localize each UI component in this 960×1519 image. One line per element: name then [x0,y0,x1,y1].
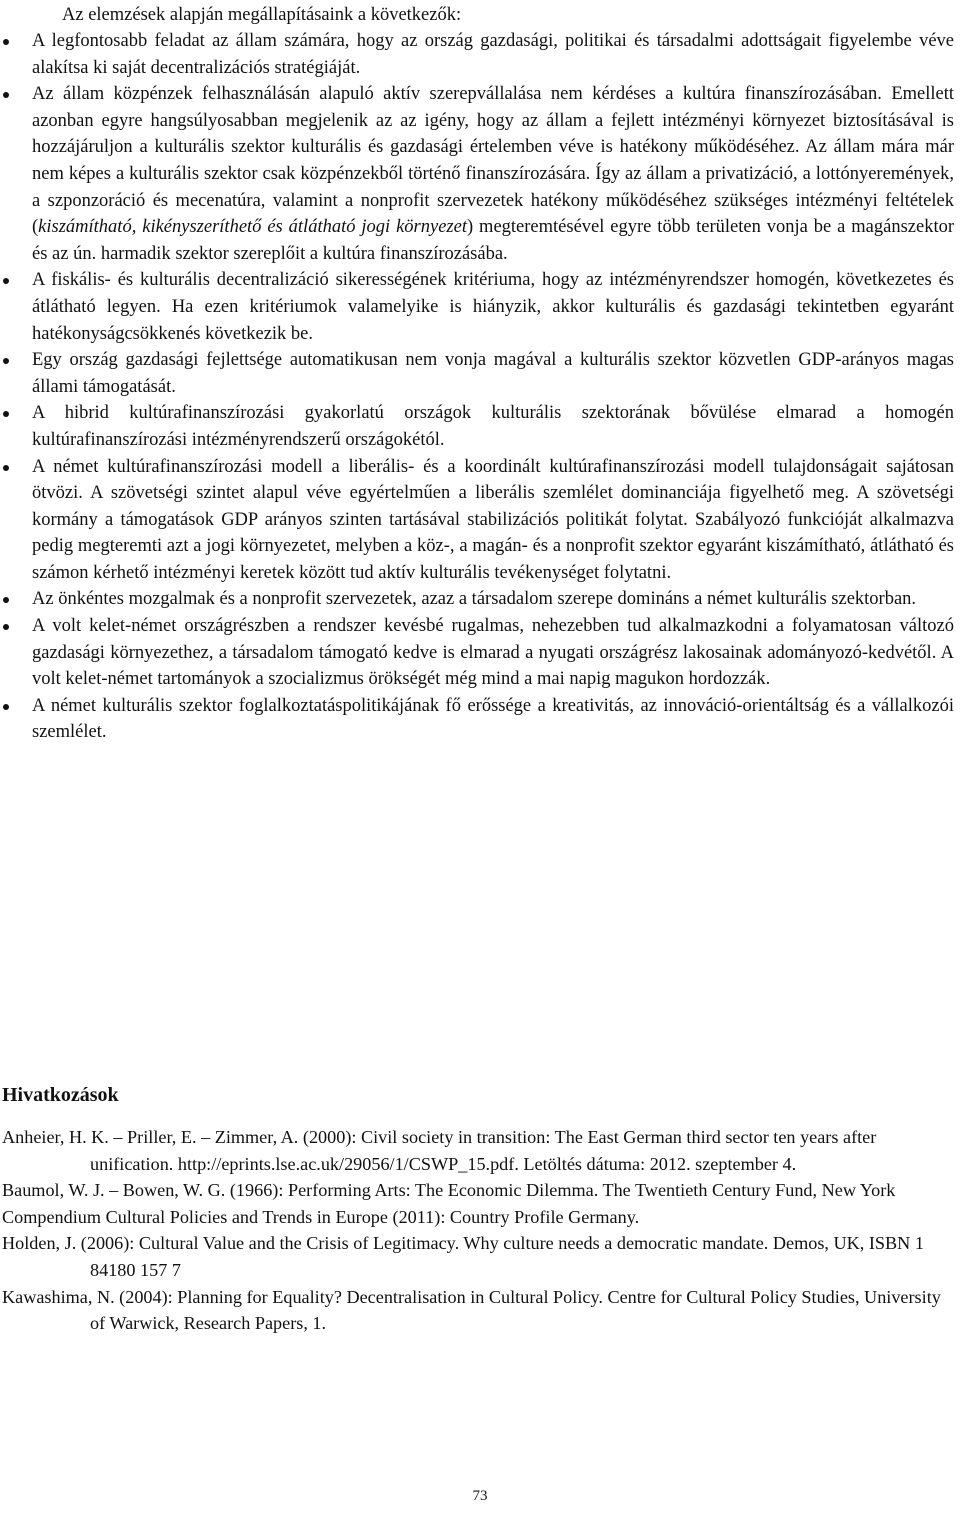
italic-phrase: kiszámítható, kikényszeríthető és átlátható jogi környezet [38,217,467,238]
list-item: Egy ország gazdasági fejlettsége automatikusan nem vonja magával a kulturális szektor közvetlen GDP-arányos magas állami támogatását. [32,347,954,400]
references-heading: Hivatkozások [2,1084,119,1106]
bullet-icon [3,624,9,630]
list-item: A volt kelet-német országrészben a rendszer kevésbé rugalmas, nehezebben tud alkalmazkodni a folyamatosan változó gazdasági környezethez, a társadalom támogató kedve is elmarad a nyugati országrész lakosainak adományozó-kedvétől. A volt kelet-német tartományok a szocializmus örökségét még mind a mai napig magukon hordozzák. [32,613,954,693]
reference-entry: Anheier, H. K. – Priller, E. – Zimmer, A. (2000): Civil society in transition: The East German third sector ten years after unification. http://eprints.lse.ac.uk/29056/1/CSWP_15.pdf. Letöltés dátuma: 2012. szeptember 4. [2,1127,877,1174]
references-list [2,1124,952,1337]
list-item: Az állam közpénzek felhasználásán alapuló aktív szerepvállalása nem kérdéses a kultúra finanszírozásában. Emellett azonban egyre hangsúlyosabban megjelenik az az igény, hogy az állam a fejlett intézményi környezet biztosításával is hozzájáruljon a kulturális szektor kulturális és gazdasági értelemben véve is hatékony működéséhez. Az állam mára már nem képes a kulturális szektor csak közpénzekből történő finanszírozására. Így az állam a privatizáció, a lottónyeremények, a szponzoráció és mecenatúra, valamint a nonprofit szervezetek hatékony működéséhez szükséges intézményi feltételek (kiszámítható, kikényszeríthető és átlátható jogi környezet) megteremtésével egyre több területen vonja be a magánszektor és az ún. harmadik szektor szereplőit a kultúra finanszírozásába. [32,81,954,267]
list-item: A német kultúrafinanszírozási modell a liberális- és a koordinált kultúrafinanszírozási modell tulajdonságait sajátosan ötvözi. A szövetségi szintet alapul véve egyértelműen a liberális szemlélet dominanciája figyelhető meg. A szövetségi kormány a támogatások GDP arányos szinten tartásával stabilizációs politikát folytat. Szabályozó funkcióját alkalmazva pedig megteremti azt a jogi környezetet, melyben a köz-, a magán- és a nonprofit szektor egyaránt kiszámítható, átlátható és számon kérhető intézményi keretek között tud aktív kulturális tevékenységet folytatni. [32,454,954,587]
bullet-icon [3,358,9,364]
bullet-icon [3,597,9,603]
bullet-icon [3,39,9,45]
bullet-icon [3,704,9,710]
list-item: A hibrid kultúrafinanszírozási gyakorlatú országok kulturális szektorának bővülése elmarad a homogén kultúrafinanszírozási intézményrendszerű országokétól. [32,400,954,453]
list-item: A legfontosabb feladat az állam számára, hogy az ország gazdasági, politikai és társadalmi adottságait figyelembe véve alakítsa ki saját decentralizációs stratégiáját. [32,28,954,81]
list-item: A német kulturális szektor foglalkoztatáspolitikájának fő erőssége a kreativitás, az innováció-orientáltság és a vállalkozói szemlélet. [32,693,954,746]
bullet-icon [3,278,9,284]
findings-list [32,28,954,746]
reference-entry: Compendium Cultural Policies and Trends in Europe (2011): Country Profile Germany. [2,1206,640,1227]
reference-entry: Holden, J. (2006): Cultural Value and the Crisis of Legitimacy. Why culture needs a democratic mandate. Demos, UK, ISBN 1 84180 157 7 [2,1233,924,1280]
list-item: Az önkéntes mozgalmak és a nonprofit szervezetek, azaz a társadalom szerepe domináns a német kulturális szektorban. [32,586,954,613]
reference-entry: Baumol, W. J. – Bowen, W. G. (1966): Performing Arts: The Economic Dilemma. The Twentieth Century Fund, New York [2,1180,896,1201]
list-item: A fiskális- és kulturális decentralizáció sikerességének kritériuma, hogy az intézményrendszer homogén, következetes és átlátható legyen. Ha ezen kritériumok valamelyike is hiányzik, akkor kulturális és gazdasági tekintetben egyaránt hatékonyságcsökkenés következik be. [32,267,954,347]
page-number: 73 [472,1488,488,1504]
intro-sentence: Az elemzések alapján megállapításaink a következők: [62,5,462,25]
bullet-icon [3,465,9,471]
bullet-icon [3,411,9,417]
reference-entry: Kawashima, N. (2004): Planning for Equality? Decentralisation in Cultural Policy. Centre for Cultural Policy Studies, University of Warwick, Research Papers, 1. [2,1286,941,1334]
bullet-icon [3,92,9,98]
